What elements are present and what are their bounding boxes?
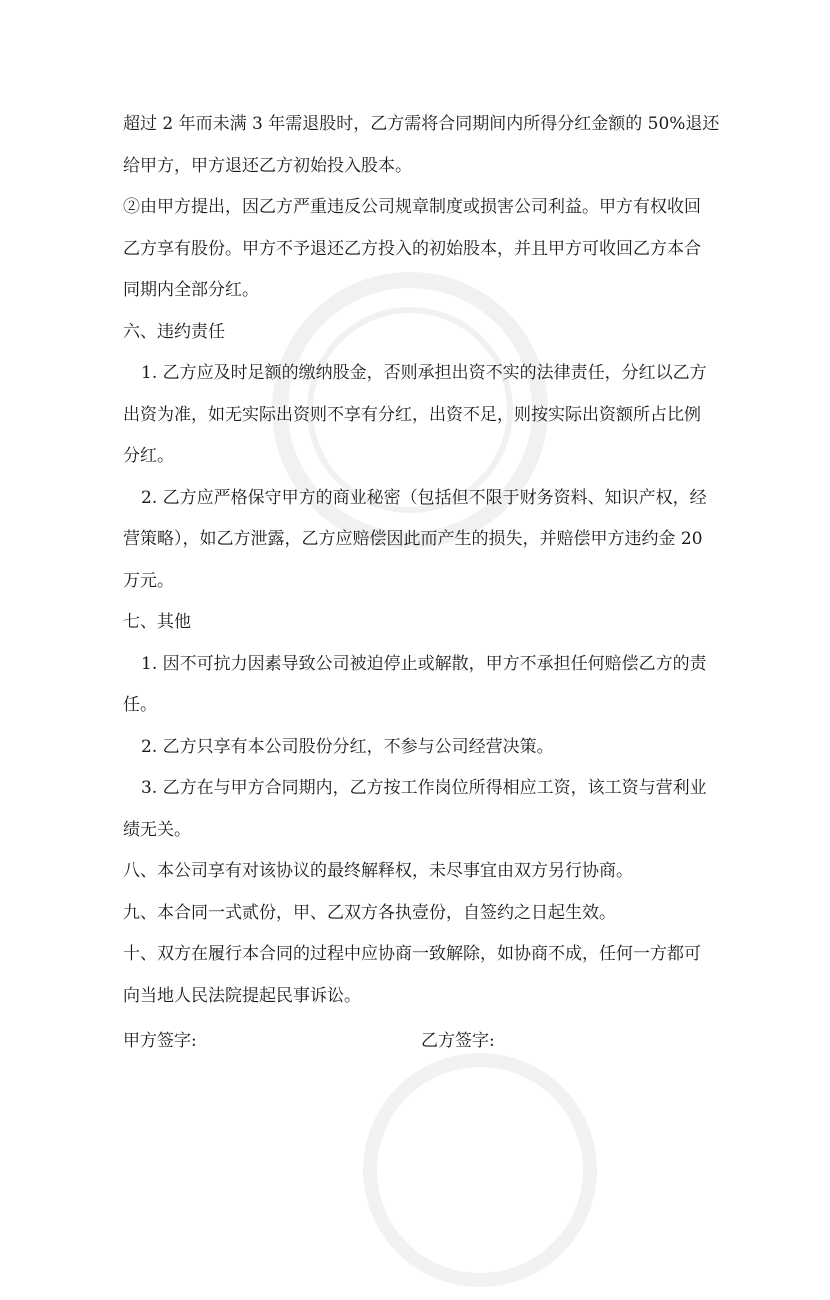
text-line: 分红。 xyxy=(123,446,174,466)
text-line: ②由甲方提出，因乙方严重违反公司规章制度或损害公司利益。甲方有权收回 xyxy=(123,197,701,217)
text-line: 给甲方，甲方退还乙方初始投入股本。 xyxy=(123,155,412,176)
document-body xyxy=(123,104,718,1063)
text-line: 万元。 xyxy=(123,570,174,591)
text-line: 向当地人民法院提起民事诉讼。 xyxy=(123,985,361,1006)
section-heading: 六、违约责任 xyxy=(123,321,225,342)
text-line: 同期内全部分红。 xyxy=(123,280,259,300)
section-heading: 十、双方在履行本合同的过程中应协商一致解除，如协商不成，任何一方都可 xyxy=(123,944,701,964)
section-heading: 九、本合同一式贰份，甲、乙双方各执壹份，自签约之日起生效。 xyxy=(123,902,616,923)
section-heading: 八、本公司享有对该协议的最终解释权，未尽事宜由双方另行协商。 xyxy=(123,861,633,881)
section-heading: 七、其他 xyxy=(123,612,191,632)
text-line: 绩无关。 xyxy=(123,819,191,840)
watermark-logo-lower xyxy=(350,1040,610,1300)
list-item: 2. 乙方只享有本公司股份分红，不参与公司经营决策。 xyxy=(141,736,554,757)
list-item: 3. 乙方在与甲方合同期内，乙方按工作岗位所得相应工资，该工资与营利业 xyxy=(141,778,707,798)
text-line: 出资为准，如无实际出资则不享有分红，出资不足，则按实际出资额所占比例 xyxy=(123,404,701,425)
list-item: 2. 乙方应严格保守甲方的商业秘密（包括但不限于财务资料、知识产权，经 xyxy=(141,487,707,508)
text-line: 营策略），如乙方泄露，乙方应赔偿因此而产生的损失，并赔偿甲方违约金 20 xyxy=(123,529,703,549)
party-b-signature-label: 乙方签字: xyxy=(421,1031,495,1051)
signature-row xyxy=(123,1021,718,1063)
party-a-signature-label: 甲方签字: xyxy=(123,1031,197,1051)
text-line: 任。 xyxy=(123,695,157,715)
text-line: 超过 2 年而未满 3 年需退股时，乙方需将合同期间内所得分红金额的 50%退还 xyxy=(123,114,720,134)
list-item: 1. 因不可抗力因素导致公司被迫停止或解散，甲方不承担任何赔偿乙方的责 xyxy=(141,653,707,674)
list-item: 1. 乙方应及时足额的缴纳股金，否则承担出资不实的法律责任，分红以乙方 xyxy=(141,363,707,383)
text-line: 乙方享有股份。甲方不予退还乙方投入的初始股本，并且甲方可收回乙方本合 xyxy=(123,238,701,259)
